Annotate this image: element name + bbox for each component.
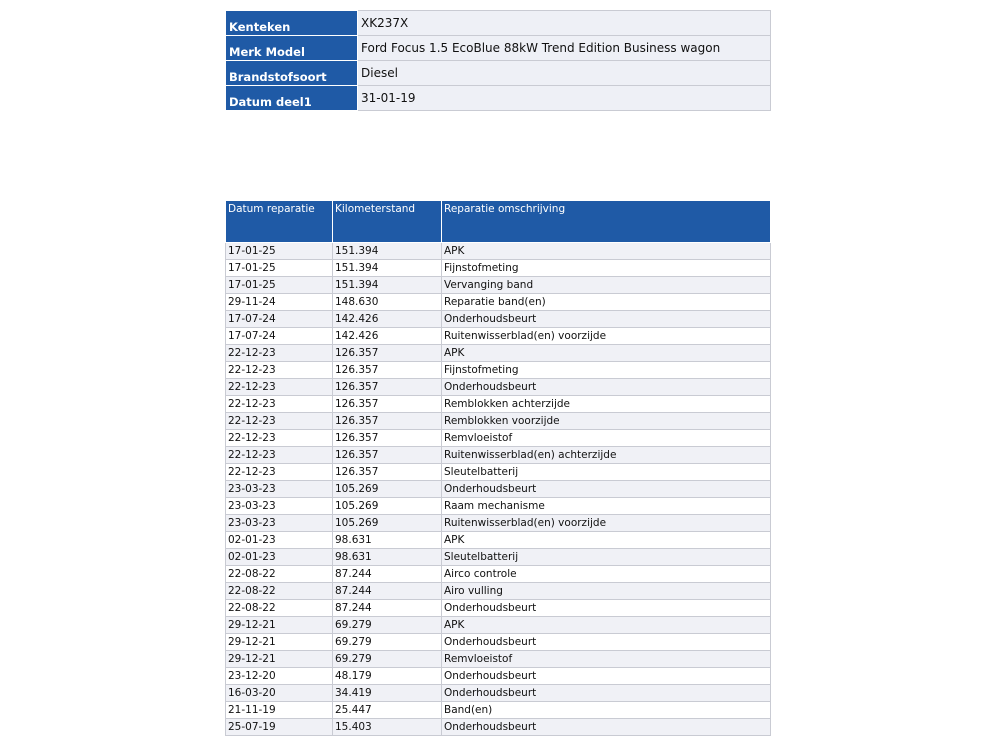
repair-description-cell: Vervanging band [442,277,771,294]
table-row [226,464,771,481]
repair-description-cell: Ruitenwisserblad(en) voorzijde [442,515,771,532]
repair-date-cell: 22-12-23 [226,379,333,396]
repair-date-cell: 29-11-24 [226,294,333,311]
repair-description-cell: Raam mechanisme [442,498,771,515]
repair-history-header [226,201,771,243]
vehicle-info-row [226,86,771,111]
repair-km-cell: 87.244 [333,566,442,583]
table-row [226,362,771,379]
repair-description-cell: APK [442,243,771,260]
repair-km-cell: 142.426 [333,311,442,328]
repair-km-cell: 142.426 [333,328,442,345]
repair-description-cell: Onderhoudsbeurt [442,668,771,685]
repair-description-cell: Onderhoudsbeurt [442,311,771,328]
repair-date-cell: 23-12-20 [226,668,333,685]
repair-km-cell: 87.244 [333,583,442,600]
table-row [226,447,771,464]
repair-km-cell: 105.269 [333,481,442,498]
repair-description-cell: Onderhoudsbeurt [442,685,771,702]
repair-km-cell: 151.394 [333,260,442,277]
repair-date-cell: 29-12-21 [226,617,333,634]
table-row [226,685,771,702]
repair-date-cell: 23-03-23 [226,498,333,515]
repair-date-cell: 16-03-20 [226,685,333,702]
table-row [226,294,771,311]
vehicle-info-body [226,11,771,111]
repair-history-table [225,200,771,736]
table-row [226,243,771,260]
table-row [226,600,771,617]
table-row [226,328,771,345]
vehicle-info-row [226,36,771,61]
table-row [226,651,771,668]
repair-description-cell: Remvloeistof [442,430,771,447]
col-header-datum: Datum reparatie [226,201,333,243]
repair-date-cell: 22-12-23 [226,430,333,447]
repair-km-cell: 48.179 [333,668,442,685]
vehicle-info-value: 31-01-19 [358,86,771,111]
vehicle-info-label: Brandstofsoort [226,61,358,86]
table-row [226,430,771,447]
repair-description-cell: Reparatie band(en) [442,294,771,311]
repair-date-cell: 22-08-22 [226,583,333,600]
repair-km-cell: 126.357 [333,362,442,379]
repair-date-cell: 22-08-22 [226,566,333,583]
repair-km-cell: 69.279 [333,617,442,634]
repair-description-cell: Onderhoudsbeurt [442,719,771,736]
repair-km-cell: 105.269 [333,498,442,515]
repair-km-cell: 126.357 [333,379,442,396]
repair-description-cell: Ruitenwisserblad(en) voorzijde [442,328,771,345]
repair-date-cell: 17-01-25 [226,260,333,277]
repair-description-cell: APK [442,345,771,362]
table-row [226,498,771,515]
table-row [226,566,771,583]
repair-km-cell: 105.269 [333,515,442,532]
table-row [226,719,771,736]
table-row [226,583,771,600]
repair-date-cell: 25-07-19 [226,719,333,736]
repair-description-cell: Fijnstofmeting [442,362,771,379]
repair-date-cell: 22-12-23 [226,362,333,379]
repair-km-cell: 87.244 [333,600,442,617]
table-row [226,413,771,430]
repair-description-cell: APK [442,532,771,549]
repair-km-cell: 126.357 [333,447,442,464]
repair-date-cell: 22-12-23 [226,464,333,481]
repair-km-cell: 15.403 [333,719,442,736]
repair-km-cell: 69.279 [333,651,442,668]
repair-km-cell: 98.631 [333,532,442,549]
table-row [226,379,771,396]
repair-date-cell: 29-12-21 [226,634,333,651]
table-row [226,396,771,413]
repair-description-cell: Sleutelbatterij [442,464,771,481]
table-row [226,549,771,566]
repair-description-cell: Remblokken voorzijde [442,413,771,430]
repair-date-cell: 17-07-24 [226,311,333,328]
repair-date-cell: 22-12-23 [226,447,333,464]
repair-km-cell: 151.394 [333,243,442,260]
repair-date-cell: 22-12-23 [226,413,333,430]
repair-km-cell: 69.279 [333,634,442,651]
repair-date-cell: 02-01-23 [226,532,333,549]
repair-km-cell: 126.357 [333,396,442,413]
repair-description-cell: APK [442,617,771,634]
repair-km-cell: 98.631 [333,549,442,566]
vehicle-info-label: Datum deel1 [226,86,358,111]
repair-description-cell: Remvloeistof [442,651,771,668]
repair-description-cell: Band(en) [442,702,771,719]
repair-description-cell: Onderhoudsbeurt [442,600,771,617]
table-row [226,515,771,532]
repair-description-cell: Airco controle [442,566,771,583]
table-row [226,481,771,498]
repair-description-cell: Onderhoudsbeurt [442,634,771,651]
vehicle-info-row [226,11,771,36]
vehicle-info-row [226,61,771,86]
repair-km-cell: 126.357 [333,413,442,430]
repair-date-cell: 02-01-23 [226,549,333,566]
repair-description-cell: Sleutelbatterij [442,549,771,566]
vehicle-info-value: Diesel [358,61,771,86]
repair-description-cell: Fijnstofmeting [442,260,771,277]
repair-description-cell: Onderhoudsbeurt [442,481,771,498]
vehicle-info-value: Ford Focus 1.5 EcoBlue 88kW Trend Edition Business wagon [358,36,771,61]
repair-km-cell: 148.630 [333,294,442,311]
repair-description-cell: Onderhoudsbeurt [442,379,771,396]
table-row [226,702,771,719]
col-header-kilometerstand: Kilometerstand [333,201,442,243]
table-row [226,311,771,328]
repair-date-cell: 22-08-22 [226,600,333,617]
vehicle-info-label: Merk Model [226,36,358,61]
table-row [226,532,771,549]
repair-km-cell: 126.357 [333,345,442,362]
repair-km-cell: 151.394 [333,277,442,294]
table-row [226,277,771,294]
repair-date-cell: 22-12-23 [226,345,333,362]
repair-history-body [226,243,771,736]
repair-date-cell: 29-12-21 [226,651,333,668]
table-row [226,617,771,634]
table-row [226,634,771,651]
vehicle-info-value: XK237X [358,11,771,36]
repair-km-cell: 34.419 [333,685,442,702]
repair-km-cell: 126.357 [333,464,442,481]
repair-date-cell: 23-03-23 [226,515,333,532]
vehicle-info-label: Kenteken [226,11,358,36]
repair-date-cell: 23-03-23 [226,481,333,498]
repair-date-cell: 22-12-23 [226,396,333,413]
repair-description-cell: Remblokken achterzijde [442,396,771,413]
table-row [226,260,771,277]
table-row [226,345,771,362]
repair-km-cell: 126.357 [333,430,442,447]
repair-date-cell: 21-11-19 [226,702,333,719]
repair-date-cell: 17-07-24 [226,328,333,345]
table-row [226,668,771,685]
repair-description-cell: Airo vulling [442,583,771,600]
repair-description-cell: Ruitenwisserblad(en) achterzijde [442,447,771,464]
repair-date-cell: 17-01-25 [226,243,333,260]
repair-date-cell: 17-01-25 [226,277,333,294]
col-header-omschrijving: Reparatie omschrijving [442,201,771,243]
repair-km-cell: 25.447 [333,702,442,719]
vehicle-info-table [225,10,771,111]
